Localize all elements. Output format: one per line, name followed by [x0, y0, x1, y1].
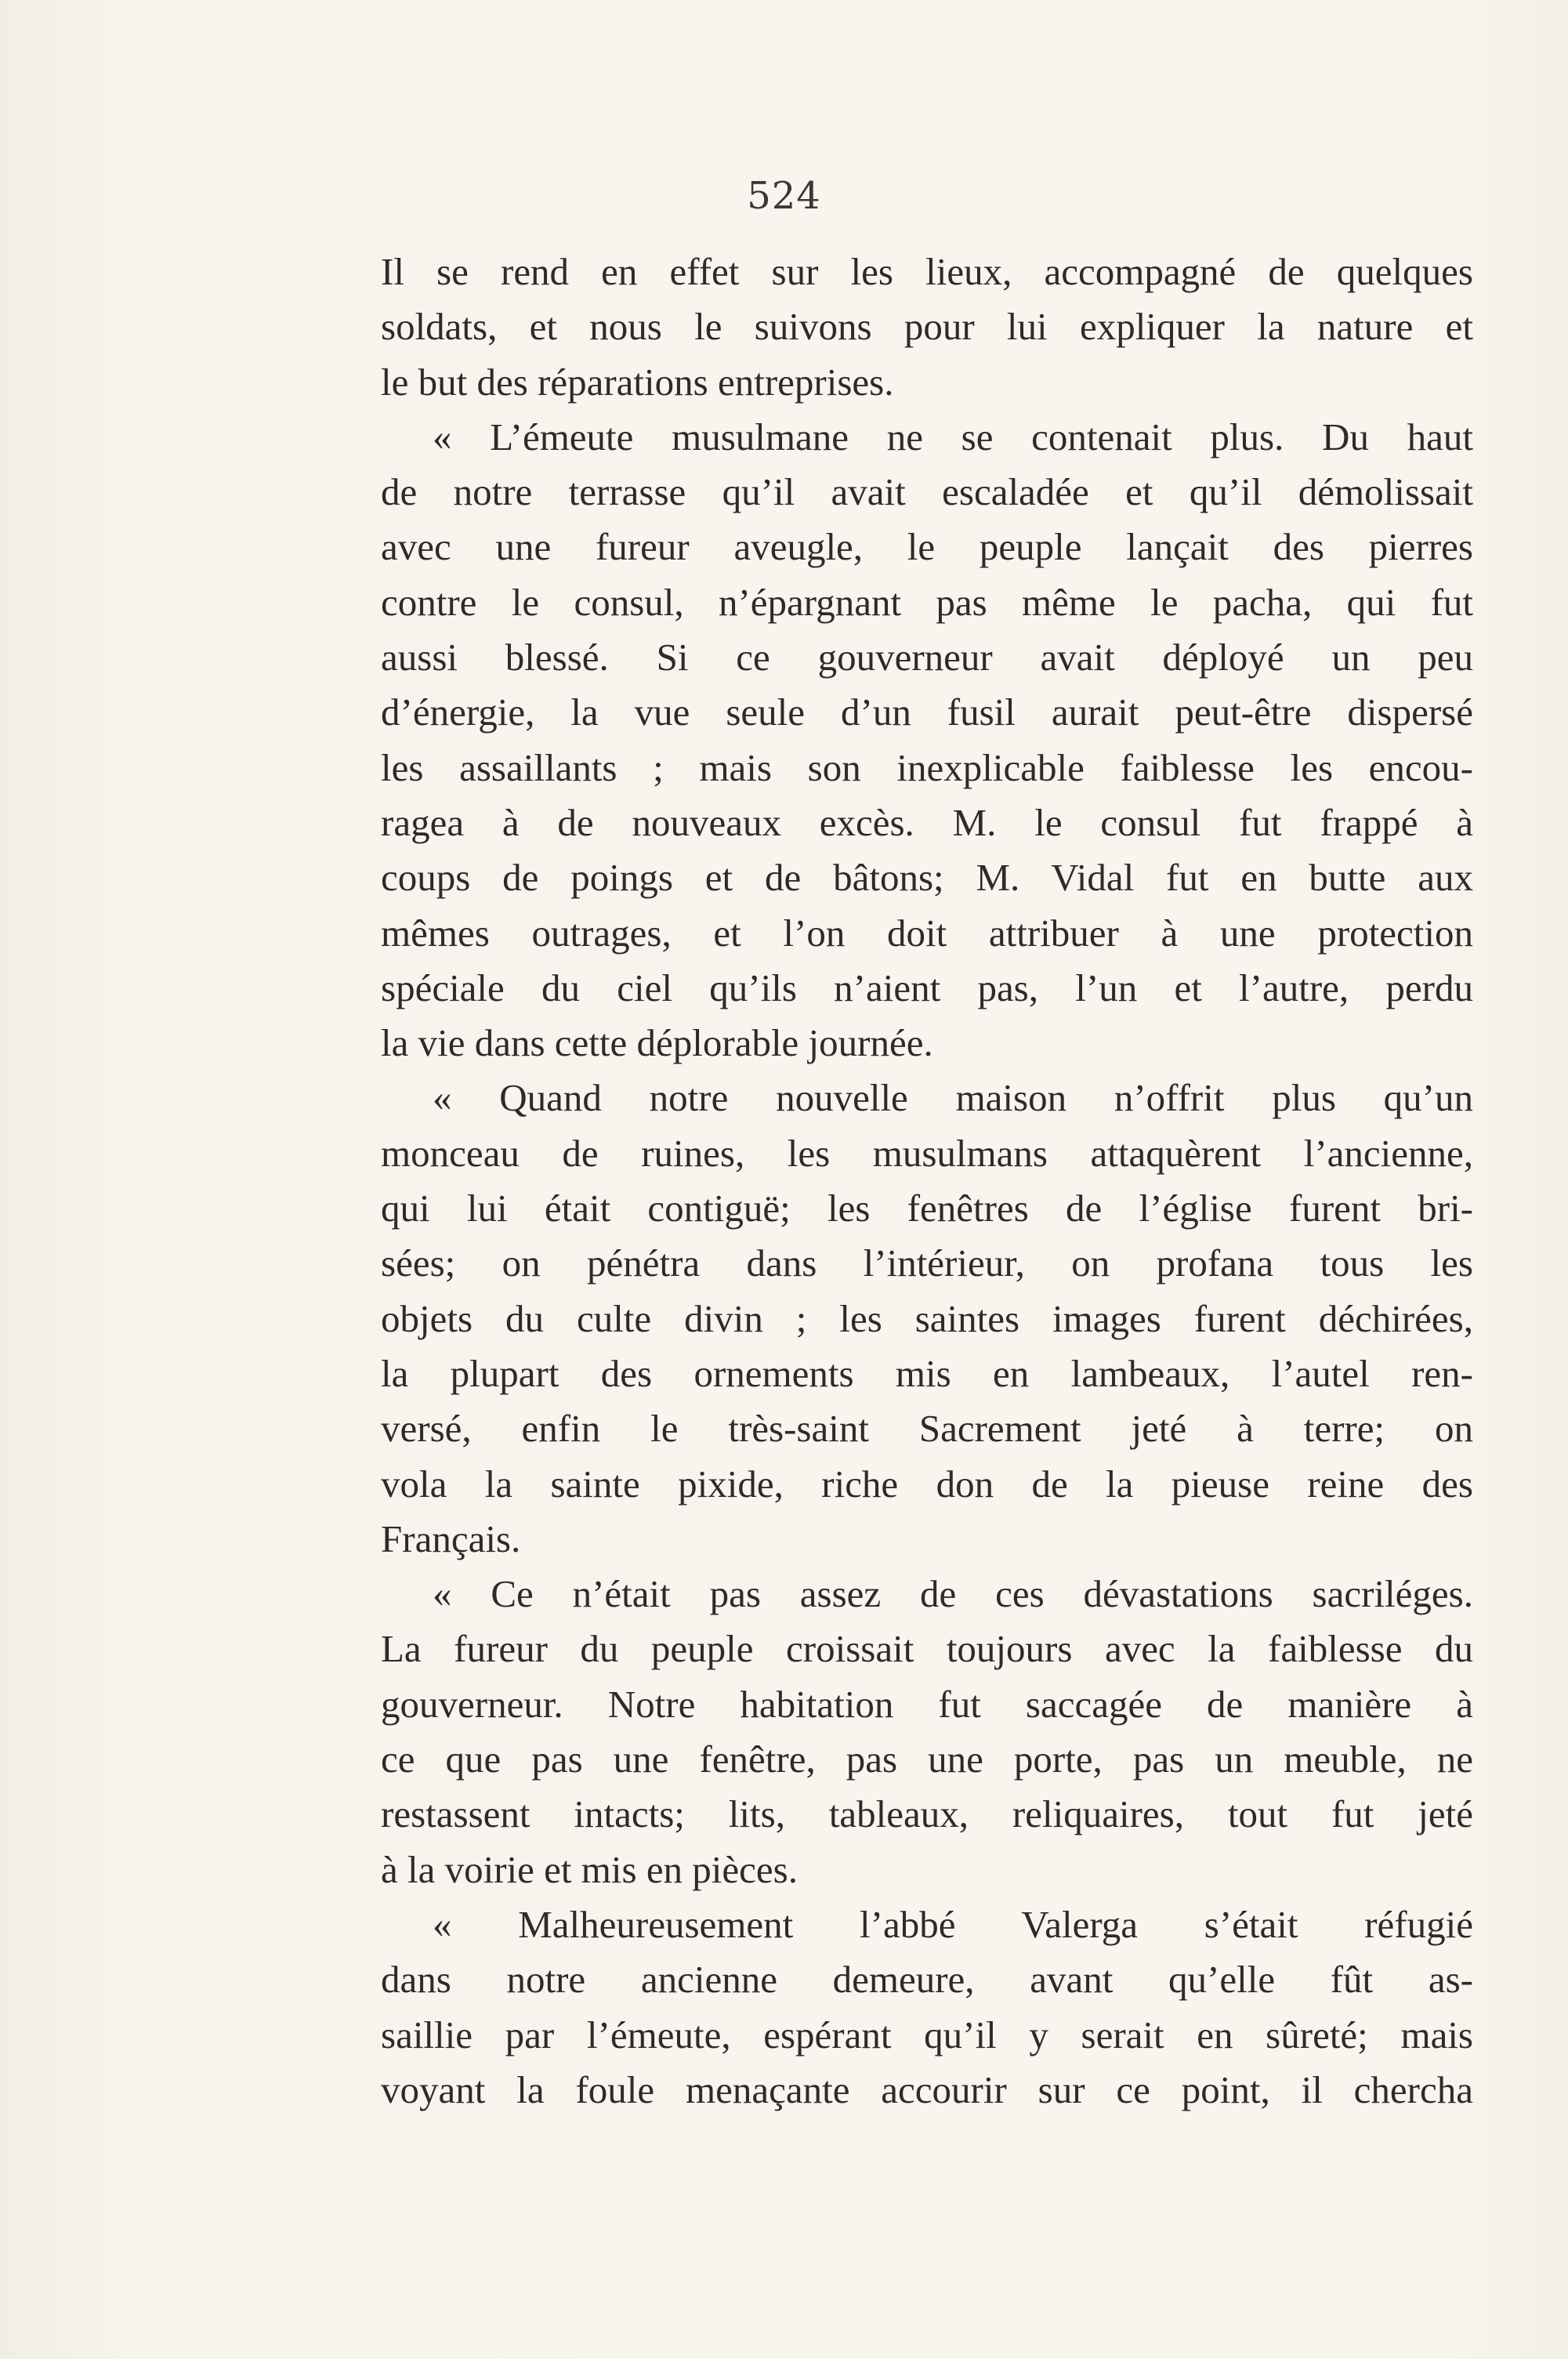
text-line: versé, enfin le très-saint Sacrement jeté à terre; on — [381, 1407, 1473, 1451]
text-line: les assaillants ; mais son inexplicable faiblesse les encou- — [381, 745, 1473, 789]
text-line: monceau de ruines, les musulmans attaquèrent l’ancienne, — [381, 1131, 1473, 1175]
text-line: « Ce n’était pas assez de ces dévastations sacriléges. — [433, 1572, 1473, 1616]
text-line: ce que pas une fenêtre, pas une porte, pas un meuble, ne — [381, 1738, 1473, 1781]
text-line: restassent intacts; lits, tableaux, reliquaires, tout fut jeté — [381, 1792, 1473, 1836]
text-line: objets du culte divin ; les saintes images furent déchirées, — [381, 1296, 1473, 1340]
text-line: voyant la foule menaçante accourir sur ce point, il chercha — [381, 2067, 1473, 2111]
text-line: « L’émeute musulmane ne se contenait plus. Du haut — [433, 415, 1473, 458]
text-line: « Malheureusement l’abbé Valerga s’était réfugié — [433, 1902, 1473, 1946]
text-line: Il se rend en effet sur les lieux, accompagné de quelques — [381, 250, 1473, 293]
text-line: soldats, et nous le suivons pour lui expliquer la nature et — [381, 305, 1473, 349]
text-line: de notre terrasse qu’il avait escaladée et qu’il démolissait — [381, 470, 1473, 514]
text-line: ragea à de nouveaux excès. M. le consul fut frappé à — [381, 800, 1473, 844]
text-line: dans notre ancienne demeure, avant qu’elle fût as- — [381, 1958, 1473, 2002]
text-line: la plupart des ornements mis en lambeaux, l’autel ren- — [381, 1351, 1473, 1395]
text-line: sées; on pénétra dans l’intérieur, on profana tous les — [381, 1241, 1473, 1285]
text-line: avec une fureur aveugle, le peuple lançait des pierres — [381, 525, 1473, 569]
text-line: vola la sainte pixide, riche don de la pieuse reine des — [381, 1462, 1473, 1506]
text-line: spéciale du ciel qu’ils n’aient pas, l’un et l’autre, perdu — [381, 966, 1473, 1009]
page-number: 524 — [747, 174, 821, 218]
text-line: le but des réparations entreprises. — [381, 360, 894, 404]
text-line: aussi blessé. Si ce gouverneur avait déployé un peu — [381, 636, 1473, 679]
text-line: « Quand notre nouvelle maison n’offrit plus qu’un — [433, 1076, 1473, 1120]
text-line: qui lui était contiguë; les fenêtres de l’église furent bri- — [381, 1187, 1473, 1230]
text-line: mêmes outrages, et l’on doit attribuer à une protection — [381, 911, 1473, 955]
text-line: Français. — [381, 1516, 521, 1560]
text-line: la vie dans cette déplorable journée. — [381, 1021, 933, 1065]
text-line: saillie par l’émeute, espérant qu’il y serait en sûreté; mais — [381, 2013, 1473, 2056]
text-line: La fureur du peuple croissait toujours avec la faiblesse du — [381, 1627, 1473, 1671]
body-text — [381, 245, 1473, 2118]
text-line: coups de poings et de bâtons; M. Vidal fut en butte aux — [381, 856, 1473, 900]
text-line: gouverneur. Notre habitation fut saccagée de manière à — [381, 1682, 1473, 1726]
text-line: d’énergie, la vue seule d’un fusil aurait peut-être dispersé — [381, 690, 1473, 734]
text-line: contre le consul, n’épargnant pas même le pacha, qui fut — [381, 580, 1473, 624]
text-line: à la voirie et mis en pièces. — [381, 1847, 798, 1891]
